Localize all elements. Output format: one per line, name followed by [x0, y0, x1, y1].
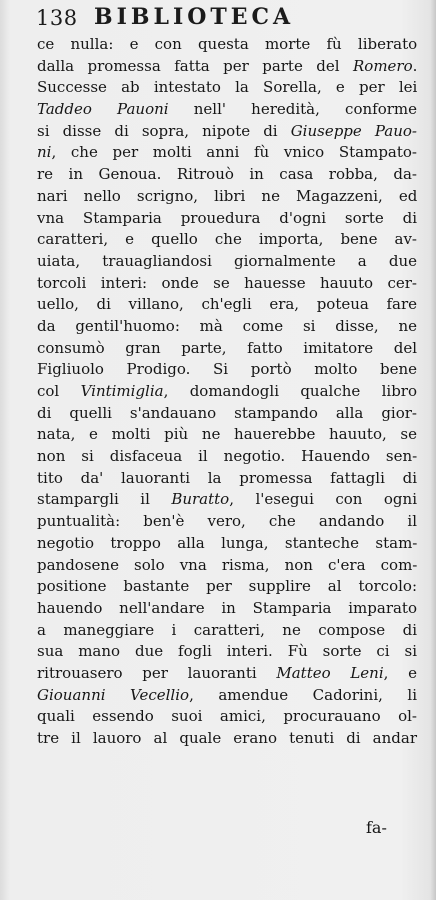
text-line [37, 403, 417, 425]
text-line [37, 641, 417, 663]
text-line [37, 186, 417, 208]
text-line [37, 446, 417, 468]
running-title: BIBLIOTECA [94, 4, 295, 30]
text-line [37, 316, 417, 338]
text-line [37, 620, 417, 642]
text-line [37, 685, 417, 707]
text-segment: , l'esegui con ogni [229, 490, 417, 509]
text-segment: uello, di villano, ch'egli era, poteua fare [37, 295, 417, 314]
text-segment: hauendo nell'andare in Stamparia imparato [37, 598, 417, 617]
text-segment: positione bastante per supplire al torcolo: [37, 577, 417, 596]
text-segment: torcoli interi: onde se hauesse hauuto cer- [37, 273, 417, 292]
italic-name: Giouanni Vecellio [37, 685, 190, 704]
italic-name: Vintimiglia [80, 382, 164, 400]
text-line [37, 121, 417, 143]
text-segment: non si disfaceua il negotio. Hauendo sen- [37, 447, 418, 466]
text-line [37, 142, 417, 164]
text-segment: , amendue Cadorini, li [189, 685, 417, 704]
catchword: fa- [366, 818, 387, 837]
italic-name: Romero [353, 56, 413, 75]
text-segment: caratteri, e quello che importa, bene av- [37, 230, 417, 249]
italic-name: Giuseppe Pauo- [290, 121, 417, 140]
page-header [36, 4, 396, 34]
text-segment: nata, e molti più ne hauerebbe hauuto, se [37, 425, 417, 444]
text-segment: re in Genoua. Ritrouò in casa robba, da- [37, 165, 417, 184]
text-line [37, 77, 417, 99]
text-line [37, 728, 417, 750]
text-segment: pandosene solo vna risma, non c'era com- [37, 555, 418, 574]
italic-name: Matteo Leni [276, 663, 384, 682]
italic-name: Taddeo Pauoni [37, 100, 169, 119]
text-line [37, 273, 417, 295]
text-segment: vna Stamparia prouedura d'ogni sorte di [37, 208, 417, 227]
text-line [37, 34, 417, 56]
italic-name: ni [37, 143, 52, 162]
text-segment: a maneggiare i caratteri, ne compose di [37, 620, 417, 639]
text-line [37, 99, 417, 121]
text-line [37, 489, 417, 511]
text-segment: consumò gran parte, fatto imitatore del [37, 338, 417, 357]
text-segment: ce nulla: e con questa morte fù liberato [37, 35, 418, 53]
text-segment: nell' heredità, conforme [168, 100, 417, 119]
text-segment: quali essendo suoi amici, procurauano ol- [37, 707, 417, 726]
text-line [37, 706, 417, 728]
text-segment: tito da' lauoranti la promessa fattagli di [37, 468, 417, 487]
text-segment: uiata, trauagliandosi giornalmente a due [37, 251, 417, 270]
text-segment: , che per molti anni fù vnico Stampato- [51, 143, 417, 162]
text-segment: , e [383, 663, 417, 682]
text-segment: stampargli il [37, 490, 172, 509]
text-segment: puntualità: ben'è vero, che andando il [37, 512, 417, 531]
page-edge-shadow [430, 0, 436, 900]
text-segment: . [412, 56, 418, 75]
text-line [37, 208, 417, 230]
text-segment: negotio troppo alla lunga, stanteche stam- [37, 533, 418, 552]
text-line [37, 663, 417, 685]
text-line [37, 359, 417, 381]
text-line [37, 424, 417, 446]
text-line [37, 294, 417, 316]
text-line [37, 56, 417, 78]
text-segment: tre il lauoro al quale erano tenuti di andar [37, 729, 417, 747]
text-segment: Figliuolo Prodigo. Si portò molto bene [37, 360, 417, 379]
page-number: 138 [36, 6, 78, 30]
text-line [37, 229, 417, 251]
text-line [37, 251, 417, 273]
text-segment: col [37, 382, 81, 400]
text-line [37, 468, 417, 490]
body-text [37, 34, 417, 750]
text-segment: , domandogli qualche libro [163, 382, 418, 400]
text-segment: dalla promessa fatta per parte del [37, 56, 353, 75]
text-segment: di quelli s'andauano stampando alla gior- [37, 403, 417, 422]
text-segment: sua mano due fogli interi. Fù sorte ci si [37, 642, 417, 661]
text-line [37, 533, 417, 555]
text-line [37, 511, 417, 533]
text-line [37, 381, 417, 403]
italic-name: Buratto [171, 490, 230, 509]
text-line [37, 555, 417, 577]
text-segment: Successe ab intestato la Sorella, e per lei [37, 78, 418, 97]
text-line [37, 338, 417, 360]
text-line [37, 598, 417, 620]
text-segment: da gentil'huomo: mà come si disse, ne [37, 316, 417, 335]
text-segment: ritrouasero per lauoranti [37, 663, 277, 682]
text-segment: nari nello scrigno, libri ne Magazzeni, ed [37, 186, 418, 205]
text-line [37, 576, 417, 598]
text-segment: si disse di sopra, nipote di [37, 121, 291, 140]
text-line [37, 164, 417, 186]
